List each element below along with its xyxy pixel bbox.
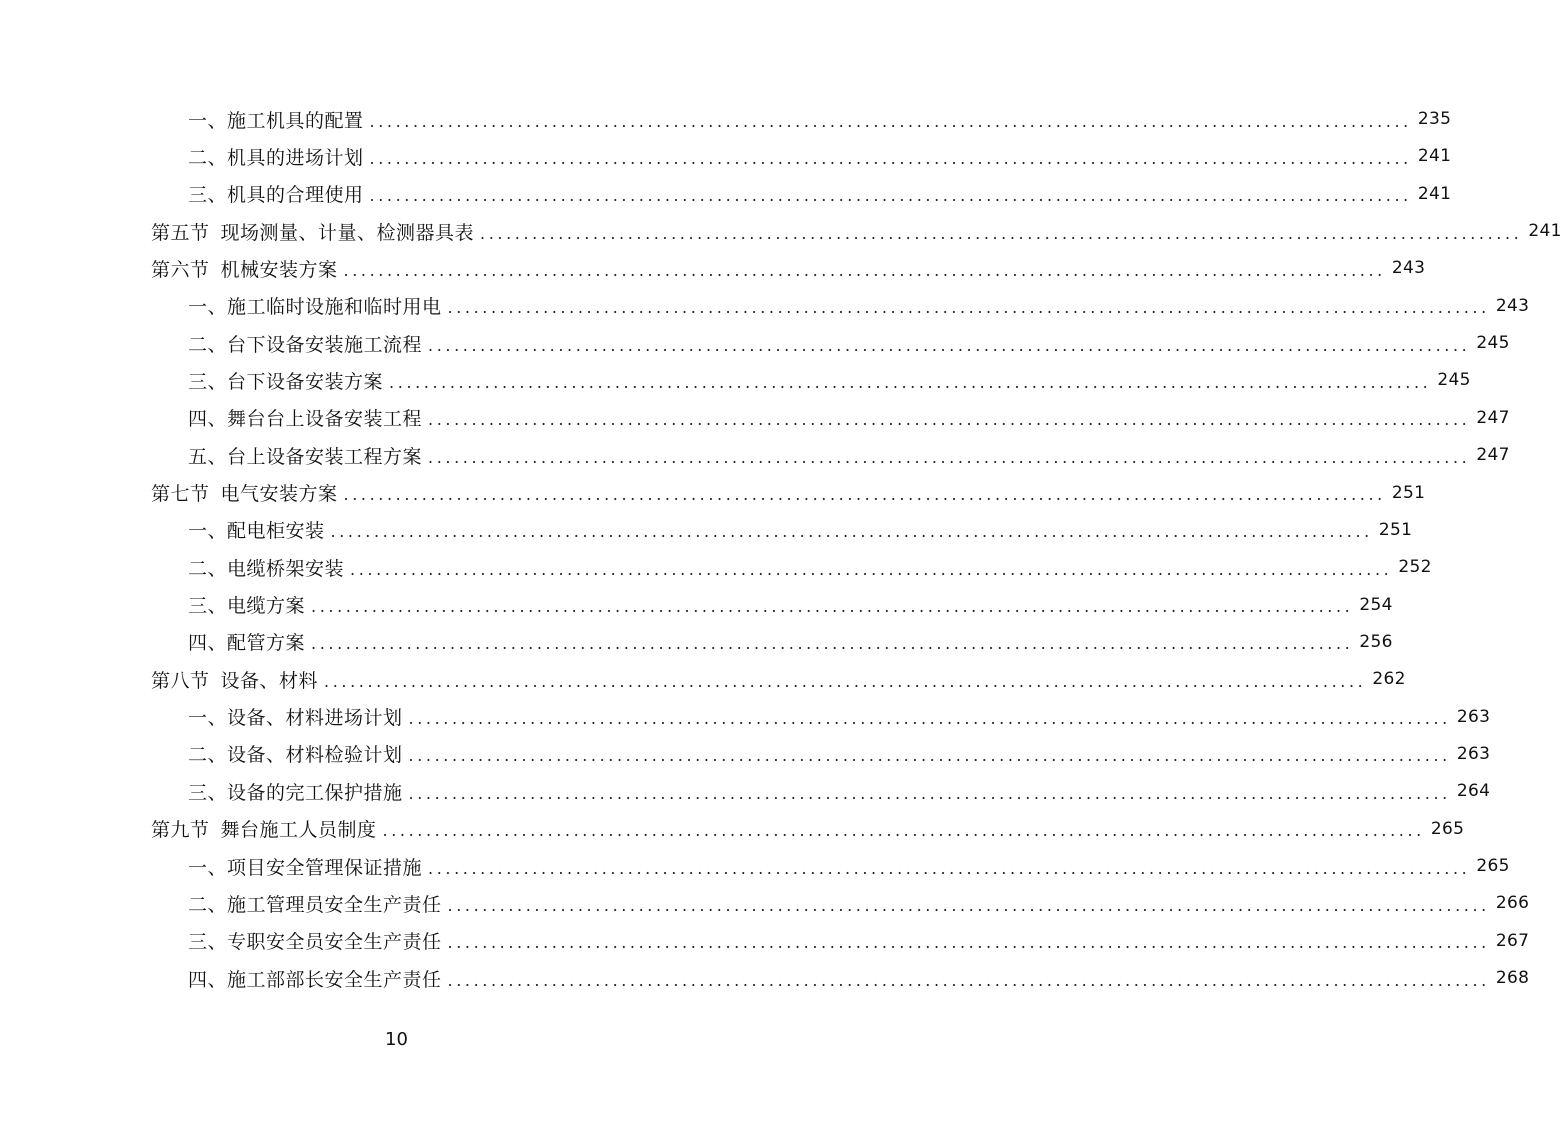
toc-entry-page: 235 xyxy=(1417,109,1452,129)
toc-dot-leader: ........................................................................................................................ xyxy=(369,111,1412,131)
toc-entry[interactable] xyxy=(0,328,1510,358)
toc-entry-text: 电气安装方案 xyxy=(220,483,338,505)
toc-entry-page: 265 xyxy=(1430,818,1465,839)
toc-entry-number: 一、 xyxy=(188,856,228,879)
toc-entry-title xyxy=(188,554,344,581)
toc-entry-number: 一、 xyxy=(188,296,228,319)
toc-entry[interactable] xyxy=(0,739,1491,769)
page-number: 10 xyxy=(385,1029,408,1050)
toc-entry[interactable] xyxy=(0,963,1530,993)
toc-entry[interactable] xyxy=(0,515,1413,545)
toc-entry-page: 241 xyxy=(1417,183,1452,204)
toc-dot-leader: ........................................................................................................................ xyxy=(324,671,1367,691)
toc-entry-title xyxy=(188,740,403,767)
toc-entry-number: 三、 xyxy=(188,931,228,954)
toc-entry-text: 施工管理员安全生产责任 xyxy=(227,893,442,916)
toc-entry-title xyxy=(188,330,422,357)
toc-dot-leader: ........................................................................................................................ xyxy=(382,821,1425,841)
toc-entry[interactable] xyxy=(0,440,1510,470)
toc-dot-leader: ........................................................................................................................ xyxy=(350,559,1393,579)
toc-entry[interactable] xyxy=(0,627,1393,657)
toc-entry-title xyxy=(188,591,305,618)
toc-entry[interactable] xyxy=(0,141,1452,171)
toc-entry[interactable] xyxy=(0,403,1510,433)
toc-entry-page: 265 xyxy=(1476,856,1510,876)
toc-entry-page: 252 xyxy=(1398,557,1432,578)
toc-entry-text: 机械安装方案 xyxy=(220,258,338,281)
toc-entry-number: 第五节 xyxy=(151,221,210,244)
toc-entry-number: 二、 xyxy=(188,744,228,767)
toc-entry-title xyxy=(188,367,383,394)
toc-dot-leader: ........................................................................................................................ xyxy=(428,410,1471,430)
toc-entry-page: 241 xyxy=(1417,146,1452,167)
toc-entry-title xyxy=(188,628,305,655)
toc-entry-text: 设备的完工保护措施 xyxy=(227,781,403,804)
toc-dot-leader: ........................................................................................................................ xyxy=(343,485,1386,504)
toc-dot-leader: ........................................................................................................................ xyxy=(447,298,1490,318)
toc-entry[interactable] xyxy=(0,104,1452,134)
toc-dot-leader: ........................................................................................................................ xyxy=(447,970,1490,990)
toc-entry[interactable] xyxy=(0,926,1530,956)
toc-entry-text: 配管方案 xyxy=(227,632,306,655)
toc-entry-number: 三、 xyxy=(188,370,228,393)
toc-entry[interactable] xyxy=(0,291,1530,321)
toc-entry-title xyxy=(188,516,325,543)
toc-entry-page: 267 xyxy=(1495,930,1530,951)
toc-entry-title xyxy=(188,927,442,954)
toc-entry-text: 舞台台上设备安装工程 xyxy=(227,408,423,431)
toc-entry[interactable] xyxy=(0,253,1426,283)
toc-dot-leader: ........................................................................................................................ xyxy=(428,335,1471,355)
toc-entry-number: 第七节 xyxy=(151,483,210,505)
toc-entry-page: 256 xyxy=(1359,631,1393,652)
toc-entry-text: 设备、材料检验计划 xyxy=(227,744,403,767)
toc-entry-page: 268 xyxy=(1495,968,1530,989)
toc-entry[interactable] xyxy=(0,814,1465,844)
toc-entry-text: 施工临时设施和临时用电 xyxy=(227,296,442,319)
toc-entry-number: 三、 xyxy=(188,781,228,804)
toc-entry-number: 第九节 xyxy=(151,819,210,842)
toc-entry[interactable] xyxy=(0,702,1491,732)
toc-entry-text: 台下设备安装方案 xyxy=(227,370,384,393)
toc-entry-title xyxy=(188,442,422,469)
toc-entry-page: 263 xyxy=(1456,743,1491,764)
toc-entry-number: 一、 xyxy=(188,707,228,730)
toc-entry-text: 设备、材料 xyxy=(220,669,319,692)
toc-entry[interactable] xyxy=(0,478,1426,508)
toc-entry-title xyxy=(188,965,442,992)
toc-entry-title xyxy=(151,479,338,506)
toc-entry-number: 四、 xyxy=(188,408,228,431)
toc-entry-page: 251 xyxy=(1391,482,1426,503)
toc-entry[interactable] xyxy=(0,851,1510,881)
toc-entry-text: 配电柜安装 xyxy=(227,520,325,543)
toc-entry-text: 现场测量、计量、检测器具表 xyxy=(220,221,475,244)
toc-entry-title xyxy=(188,778,403,805)
toc-entry-text: 设备、材料进场计划 xyxy=(227,707,403,730)
toc-entry-title xyxy=(151,815,377,842)
toc-entry-title xyxy=(151,666,318,693)
toc-entry-page: 243 xyxy=(1391,258,1426,279)
toc-entry-text: 施工机具的配置 xyxy=(227,109,364,132)
toc-entry-page: 251 xyxy=(1378,519,1413,540)
toc-entry-page: 245 xyxy=(1437,370,1471,391)
toc-entry-number: 三、 xyxy=(188,184,228,207)
toc-dot-leader: ........................................................................................................................ xyxy=(408,783,1451,803)
toc-entry-number: 五、 xyxy=(188,445,228,468)
toc-entry-number: 第六节 xyxy=(151,258,210,281)
toc-dot-leader: ........................................................................................................................ xyxy=(447,933,1490,953)
toc-entry-title xyxy=(188,292,442,319)
toc-entry-number: 二、 xyxy=(188,146,228,169)
toc-dot-leader: ........................................................................................................................ xyxy=(311,597,1354,617)
toc-entry-title xyxy=(151,255,338,282)
toc-entry-number: 四、 xyxy=(188,632,228,655)
toc-dot-leader: ........................................................................................................................ xyxy=(447,895,1490,915)
toc-entry-text: 台上设备安装工程方案 xyxy=(227,445,423,468)
toc-entry-page: 266 xyxy=(1495,893,1530,914)
toc-entry[interactable] xyxy=(0,179,1452,209)
toc-entry-page: 254 xyxy=(1359,594,1393,615)
toc-dot-leader: ........................................................................................................................ xyxy=(311,634,1354,654)
toc-entry-page: 247 xyxy=(1476,445,1510,466)
toc-entry-text: 施工部部长安全生产责任 xyxy=(227,968,442,991)
toc-entry-page: 245 xyxy=(1476,333,1510,354)
toc-entry-title xyxy=(188,143,364,170)
toc-entry[interactable] xyxy=(0,664,1406,694)
toc-entry-number: 第八节 xyxy=(151,669,210,692)
toc-entry-text: 项目安全管理保证措施 xyxy=(227,856,423,879)
toc-entry-title xyxy=(188,853,422,880)
toc-entry-title xyxy=(188,404,422,431)
toc-entry-page: 243 xyxy=(1495,295,1530,316)
toc-entry-title xyxy=(188,180,364,207)
toc-entry[interactable] xyxy=(0,888,1530,918)
toc-entry-number: 三、 xyxy=(188,595,228,618)
toc-entry-text: 专职安全员安全生产责任 xyxy=(227,931,442,954)
toc-entry[interactable] xyxy=(0,365,1471,395)
toc-entry-number: 一、 xyxy=(188,109,228,132)
toc-entry-text: 电缆方案 xyxy=(227,595,306,618)
toc-dot-leader: ........................................................................................................................ xyxy=(428,447,1471,467)
toc-dot-leader: ........................................................................................................................ xyxy=(480,223,1523,243)
toc-entry-text: 台下设备安装施工流程 xyxy=(227,333,423,356)
toc-entry-number: 一、 xyxy=(188,520,228,543)
toc-entry-title xyxy=(188,106,364,133)
toc-entry-number: 四、 xyxy=(188,968,228,991)
toc-entry-page: 241 xyxy=(1528,221,1562,242)
toc-dot-leader: ........................................................................................................................ xyxy=(369,186,1412,206)
toc-dot-leader: ........................................................................................................................ xyxy=(389,372,1432,392)
toc-dot-leader: ........................................................................................................................ xyxy=(330,522,1373,542)
toc-entry-title xyxy=(188,703,403,730)
toc-entry-title xyxy=(151,218,474,245)
toc-dot-leader: ........................................................................................................................ xyxy=(343,260,1386,280)
toc-entry-text: 电缆桥架安装 xyxy=(227,557,345,580)
toc-entry-text: 机具的合理使用 xyxy=(227,184,364,207)
toc-entry[interactable] xyxy=(0,590,1393,620)
toc-dot-leader: ........................................................................................................................ xyxy=(408,709,1451,729)
toc-entry[interactable] xyxy=(0,216,1562,246)
toc-entry-text: 舞台施工人员制度 xyxy=(220,819,377,842)
toc-entry-page: 263 xyxy=(1456,706,1491,727)
toc-entry[interactable] xyxy=(0,552,1432,582)
toc-entry[interactable] xyxy=(0,776,1491,806)
toc-entry-title xyxy=(188,890,442,917)
toc-entry-number: 二、 xyxy=(188,557,228,580)
toc-entry-page: 262 xyxy=(1372,669,1406,690)
toc-entry-number: 二、 xyxy=(188,893,228,916)
toc-entry-text: 机具的进场计划 xyxy=(227,146,364,169)
toc-entry-page: 264 xyxy=(1456,781,1491,802)
toc-dot-leader: ........................................................................................................................ xyxy=(408,746,1451,766)
toc-entry-page: 247 xyxy=(1476,407,1510,428)
toc-dot-leader: ........................................................................................................................ xyxy=(428,858,1471,878)
toc-dot-leader: ........................................................................................................................ xyxy=(369,148,1412,168)
toc-entry-number: 二、 xyxy=(188,333,228,356)
